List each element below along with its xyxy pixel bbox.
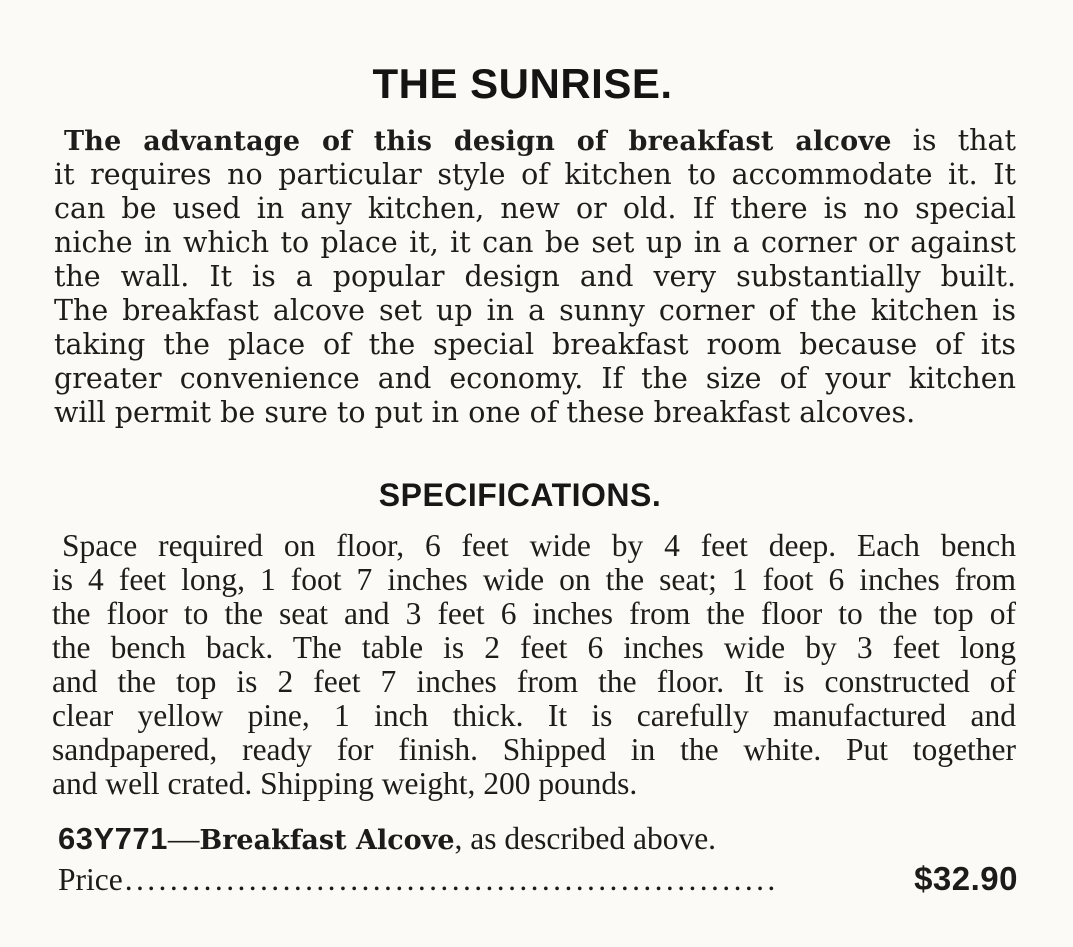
item-description: , as described above. [454,821,717,856]
intro-line: niche in which to place it, it can be set up in a corner or against [54,226,1016,259]
intro-line: can be used in any kitchen, new or old. If there is no special [54,192,1016,225]
spec-line: the bench back. The table is 2 feet 6 inches wide by 3 feet long [52,630,1016,665]
intro-lead: The advantage of this design of breakfast alcove [64,126,892,157]
intro-paragraph [54,124,1016,430]
order-dash: — [167,821,200,856]
spec-line: the floor to the seat and 3 feet 6 inches from the floor to the top of [52,596,1016,631]
intro-line: taking the place of the special breakfast room because of its [54,328,1016,361]
price-label: Price [58,862,123,897]
spec-line: and well crated. Shipping weight, 200 pounds. [52,766,638,801]
price-row [58,860,1018,904]
catalog-number: 63Y771 [58,821,168,856]
spec-line: is 4 feet long, 1 foot 7 inches wide on the seat; 1 foot 6 inches from [52,562,1016,597]
order-line [58,821,1018,857]
specifications-paragraph [52,529,1016,801]
spec-line: Space required on floor, 6 feet wide by 4 feet deep. Each bench [62,528,1016,563]
intro-line: The breakfast alcove set up in a sunny corner of the kitchen is [54,294,1016,327]
intro-line: it requires no particular style of kitchen to accommodate it. It [54,158,1016,191]
intro-line: will permit be sure to put in one of these breakfast alcoves. [54,396,916,429]
price-amount: $32.90 [914,860,1018,897]
specifications-heading: SPECIFICATIONS. [378,477,662,513]
spec-line: sandpapered, ready for finish. Shipped in the white. Put together [52,732,1016,767]
spec-line: and the top is 2 feet 7 inches from the floor. It is constructed of [52,664,1016,699]
intro-line: the wall. It is a popular design and very substantially built. [54,260,1016,293]
intro-line: greater convenience and economy. If the size of your kitchen [54,362,1016,395]
item-name: Breakfast Alcove [199,825,455,856]
page-title: THE SUNRISE. [372,60,673,107]
intro-line: The advantage of this design of breakfast alcove is that [64,124,1016,157]
dot-leader: .......................................................... [124,862,779,897]
spec-line: clear yellow pine, 1 inch thick. It is carefully manufactured and [52,698,1016,733]
